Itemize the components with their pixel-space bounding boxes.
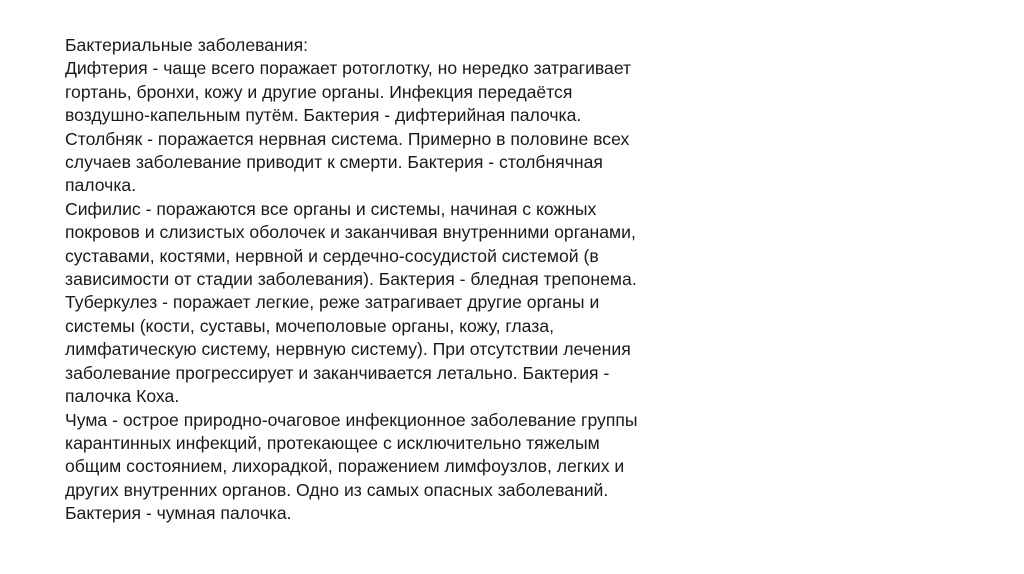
- text-line: Чума - острое природно-очаговое инфекционное заболевание группы: [65, 409, 638, 430]
- text-line: суставами, костями, нервной и сердечно-сосудистой системой (в: [65, 245, 599, 266]
- text-line: других внутренних органов. Одно из самых опасных заболеваний.: [65, 479, 609, 500]
- text-line: карантинных инфекций, протекающее с исключительно тяжелым: [65, 432, 600, 453]
- text-line: Столбняк - поражается нервная система. Примерно в половине всех: [65, 128, 630, 149]
- text-line: Сифилис - поражаются все органы и системы, начиная с кожных: [65, 198, 597, 219]
- text-line: заболевание прогрессирует и заканчивается летально. Бактерия -: [65, 362, 610, 383]
- text-line: гортань, бронхи, кожу и другие органы. Инфекция передаётся: [65, 81, 573, 102]
- heading-line: Бактериальные заболевания:: [65, 35, 309, 55]
- text-line: Туберкулез - поражает легкие, реже затрагивает другие органы и: [65, 292, 600, 313]
- text-line: Дифтерия - чаще всего поражает ротоглотку, но нередко затрагивает: [65, 58, 632, 79]
- text-line: палочка Коха.: [65, 386, 180, 407]
- text-line: зависимости от стадии заболевания). Бактерия - бледная трепонема.: [65, 269, 637, 290]
- text-line: палочка.: [65, 175, 137, 196]
- text-line: покровов и слизистых оболочек и заканчивая внутренними органами,: [65, 222, 636, 243]
- text-line: воздушно-капельным путём. Бактерия - дифтерийная палочка.: [65, 105, 582, 126]
- text-line: общим состоянием, лихорадкой, поражением лимфоузлов, легких и: [65, 456, 625, 477]
- text-line: случаев заболевание приводит к смерти. Бактерия - столбнячная: [65, 152, 603, 173]
- text-line: лимфатическую систему, нервную систему). При отсутствии лечения: [65, 339, 631, 360]
- slide-text-block: [65, 34, 725, 526]
- text-line: Бактерия - чумная палочка.: [65, 503, 292, 524]
- text-line: системы (кости, суставы, мочеполовые органы, кожу, глаза,: [65, 315, 554, 336]
